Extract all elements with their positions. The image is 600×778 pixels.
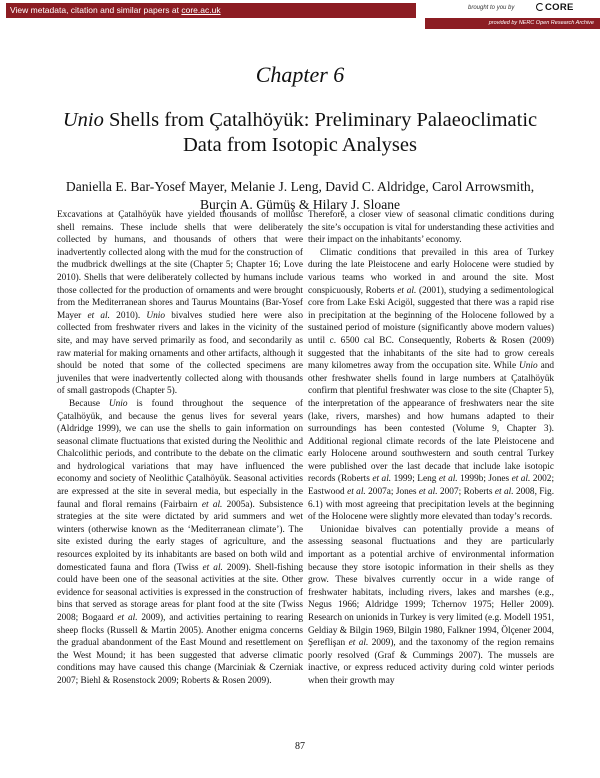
core-logo-text: CORE bbox=[545, 2, 574, 13]
provider-bar[interactable]: provided by NERC Open Research Archive bbox=[425, 18, 600, 29]
left-paragraph-1: Excavations at Çatalhöyük have yielded thousands of mollusc shell remains. These include shells that were deliberately collected by humans, and thousands of others that were inadvertently collected along with the mud for the construction of the mudbrick dwellings at the site (Chapter 5; Chapter 16; Love 2010). Shells that were deliberately collected by humans include those collected for the production of ornaments and were brought from the Mediterranean shores and Taurus Mountains (Bar-Yosef Mayer et al. 2010). Unio bivalves studied here were also collected from freshwater rivers and lakes in the vicinity of the site, and may have served primarily as food, and secondarily as raw material for making ornaments and other artifacts, although it should be noted that some of the collected specimens are juveniles that were inadvertently collected along with thousands of small gastropods (Chapter 5). bbox=[57, 210, 303, 397]
title-line1: Shells from Çatalhöyük: Preliminary Palaeoclimatic bbox=[103, 109, 538, 131]
banner-link-prefix: View metadata, citation and similar papers at bbox=[10, 5, 182, 15]
authors-line2: Burçin A. Gümüş & Hilary J. Sloane bbox=[199, 197, 401, 212]
core-banner bbox=[0, 0, 600, 28]
brought-by-label: brought to you by bbox=[468, 5, 515, 11]
right-column bbox=[308, 209, 554, 688]
left-column bbox=[57, 209, 303, 688]
authors-line1: Daniella E. Bar-Yosef Mayer, Melanie J. Leng, David C. Aldridge, Carol Arrowsmith, bbox=[65, 179, 535, 194]
view-metadata-link-bar[interactable] bbox=[6, 3, 416, 18]
left-paragraph-2: Because Unio is found throughout the sequence of Çatalhöyük, and because the genus lives for several years (Aldridge 1999), we can use the shells to gain information on seasonal climate fluctuations that existed during the Neolithic and Chalcolithic periods, and contribute to the debate on the climatic and hydrological variations that may have influenced the economy and society of Neolithic Çatalhöyük. Seasonal activities are expressed at the site in several media, but especially in the faunal and floral remains (Fairbairn et al. 2005a). Subsistence strategies at the site were dictated by arid summers and wet winters (otherwise known as the ‘Mediterranean climate’). The site existed during the early stages of agriculture, and the resources exploited by its inhabitants are based on both wild and domesticated fauna and flora (Twiss et al. 2009). Shell-fishing could have been one of the seasonal activities at the site. Other evidence for seasonal activities is expressed in the construction of bins that served as storage areas for plant food at the site (Twiss 2008; Bogaard et al. 2009), and activities pertaining to rearing sheep flocks (Russell & Martin 2005). Another enigma concerns the gradual abandonment of the East Mound and resettlement on the West Mound; it has been suggested that adverse climatic conditions may have caused this change (Marciniak & Czerniak 2007; Biehl & Rosenstock 2009; Roberts & Rosen 2009). bbox=[57, 398, 304, 686]
core-logo[interactable] bbox=[536, 2, 574, 13]
core-site-link[interactable]: core.ac.uk bbox=[181, 5, 221, 15]
paper-title bbox=[40, 108, 560, 158]
right-paragraph-1: Therefore, a closer view of seasonal climatic conditions during the site’s occupation is vital for understanding these activities and their impact on the inhabitants’ economy. bbox=[308, 210, 554, 246]
right-paragraph-2: Climatic conditions that prevailed in this area of Turkey during the late Pleistocene and early Holocene were studied by various teams who worked in and around the site. Most conspicuously, Roberts et al. (2001), studying a sedimentological core from Lake Eski Acigöl, suggested that there was a rapid rise in precipitation at the beginning of the Holocene followed by a sustained period of moisture (significantly above modern values) until c. 6500 cal BC. Consequently, Roberts & Rosen (2009) suggested that the inhabitants of the site had to grow cereals many kilometres away from the occupation site. While Unio and other freshwater shells found in large numbers at Çatalhöyük confirm that plentiful freshwater was close to the site (Chapter 5), the interpretation of the appearance of freshwaters near the site (lake, rivers, marshes) and how humans adapted to their surroundings has been contested (Volume 9, Chapter 3). Additional regional climate records of the late Pleistocene and early Holocene around southwestern and south central Turkey were published over the last decade that include lake isotopic records (Roberts et al. 1999; Leng et al. 1999b; Jones et al. 2002; Eastwood et al. 2007a; Jones et al. 2007; Roberts et al. 2008, Fig. 6.1) with most agreeing that precipitation levels at the beginning of the Holocene were slightly more elevated than today’s records. bbox=[308, 247, 555, 523]
right-paragraph-3: Unionidae bivalves can potentially provide a means of assessing seasonal fluctuations and they are particularly important as a potential archive of environmental information because they store isotopic information in their shells as they grow. These bivalves currently occur in a wide range of freshwater habitats, including rivers, lakes and marshes (e.g., Negus 1966; Aldridge 1999; Tchernov 1975; Heller 2009). Research on unionids in Turkey is very limited (e.g. Modell 1951, Geldiay & Bilgin 1969, Bilgin 1980, Falkner 1994, Ölçener 2004, Şereflişan et al. 2009), and the taxonomy of the region remains poorly resolved (Graf & Cummings 2007). The mussels are inactive, or express reduced activity during cold winter periods when their growth may bbox=[308, 524, 555, 686]
core-ring-icon bbox=[536, 3, 544, 11]
title-genus: Unio bbox=[62, 109, 104, 131]
title-line2: Data from Isotopic Analyses bbox=[183, 134, 417, 156]
page-number: 87 bbox=[295, 741, 305, 752]
chapter-label: Chapter 6 bbox=[255, 62, 345, 87]
